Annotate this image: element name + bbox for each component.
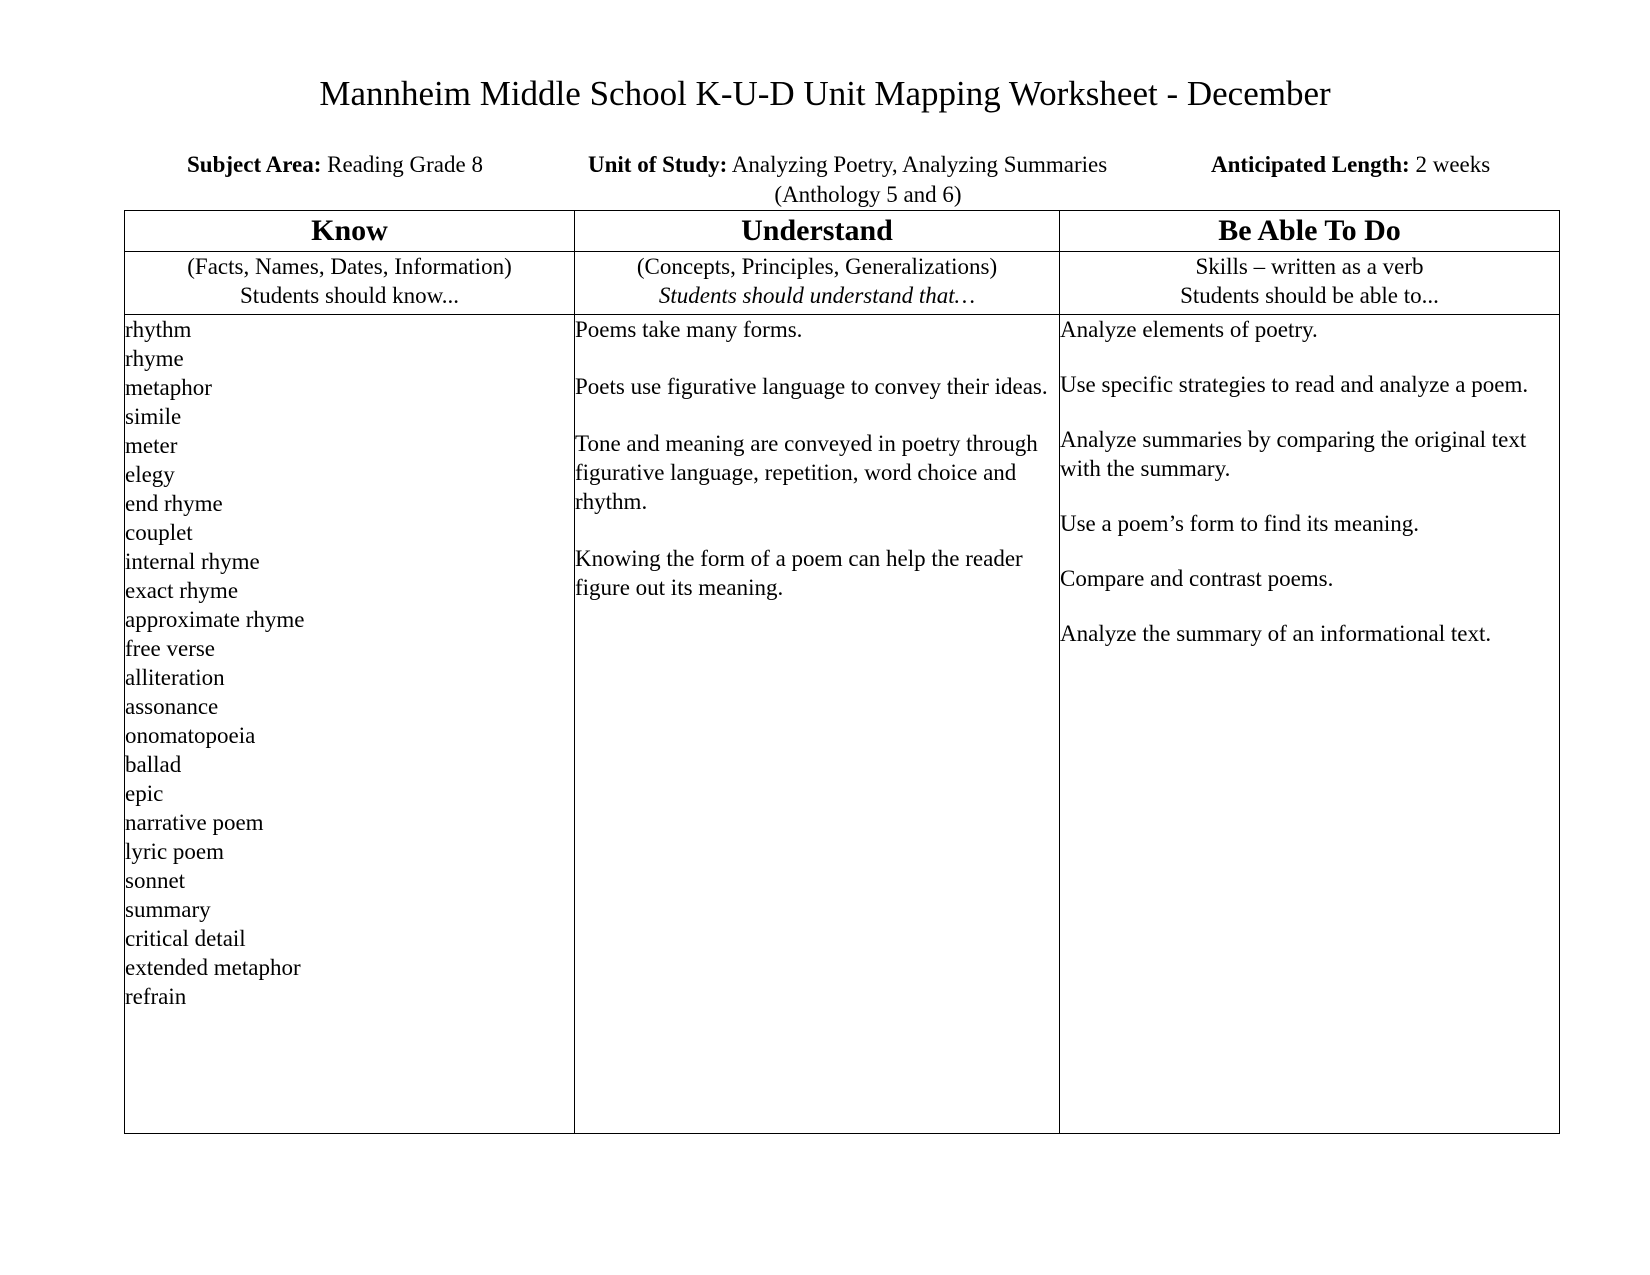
subject-area-value: Reading Grade 8 xyxy=(327,152,483,177)
anticipated-length-label: Anticipated Length: xyxy=(1211,152,1410,177)
able-header: Be Able To Do xyxy=(1060,211,1560,252)
list-item: extended metaphor xyxy=(125,955,301,980)
list-item: meter xyxy=(125,433,178,458)
header-row xyxy=(125,211,1560,252)
list-item: metaphor xyxy=(125,375,212,400)
unit-of-study-label: Unit of Study: xyxy=(588,152,728,177)
list-item: sonnet xyxy=(125,868,186,893)
skill-item: Compare and contrast poems. xyxy=(1060,566,1334,591)
understand-header: Understand xyxy=(575,211,1060,252)
know-header: Know xyxy=(125,211,575,252)
list-item: ballad xyxy=(125,752,182,777)
able-subheader-line2: Students should be able to... xyxy=(1180,283,1439,308)
know-cell xyxy=(125,315,575,1134)
know-subheader-line1: (Facts, Names, Dates, Information) xyxy=(187,254,512,279)
page-title: Mannheim Middle School K-U-D Unit Mapping Worksheet - December xyxy=(319,74,1331,113)
understand-subheader-line2: Students should understand that… xyxy=(658,283,976,308)
list-item: onomatopoeia xyxy=(125,723,256,748)
list-item: rhythm xyxy=(125,317,192,342)
able-subheader xyxy=(1060,252,1560,315)
skill-item: Analyze elements of poetry. xyxy=(1060,317,1318,342)
know-subheader xyxy=(125,252,575,315)
understand-subheader xyxy=(575,252,1060,315)
understanding-item: Poems take many forms. xyxy=(575,317,803,342)
list-item: lyric poem xyxy=(125,839,224,864)
list-item: exact rhyme xyxy=(125,578,239,603)
list-item: simile xyxy=(125,404,182,429)
list-item: elegy xyxy=(125,462,175,487)
list-item: assonance xyxy=(125,694,219,719)
skill-item: Analyze the summary of an informational text. xyxy=(1060,621,1492,646)
list-item: approximate rhyme xyxy=(125,607,305,632)
understanding-item: Tone and meaning are conveyed in poetry through figurative language, repetition, word choice and rhythm. xyxy=(575,431,1038,514)
subject-area-label: Subject Area: xyxy=(187,152,322,177)
anticipated-length-value: 2 weeks xyxy=(1415,152,1491,177)
content-row xyxy=(125,315,1560,1134)
understanding-item: Poets use figurative language to convey their ideas. xyxy=(575,374,1048,399)
skill-item: Use a poem’s form to find its meaning. xyxy=(1060,511,1419,536)
understand-subheader-line1: (Concepts, Principles, Generalizations) xyxy=(636,254,998,279)
kud-table xyxy=(124,210,1560,1134)
able-subheader-line1: Skills – written as a verb xyxy=(1195,254,1424,279)
list-item: summary xyxy=(125,897,211,922)
able-cell xyxy=(1060,315,1560,1134)
list-item: couplet xyxy=(125,520,193,545)
subheader-row xyxy=(125,252,1560,315)
list-item: rhyme xyxy=(125,346,184,371)
list-item: narrative poem xyxy=(125,810,264,835)
list-item: end rhyme xyxy=(125,491,223,516)
list-item: epic xyxy=(125,781,164,806)
list-item: refrain xyxy=(125,984,187,1009)
know-list xyxy=(125,315,574,1011)
unit-of-study-value-line2: (Anthology 5 and 6) xyxy=(774,182,962,207)
anticipated-length xyxy=(1211,151,1490,179)
unit-of-study-value: Analyzing Poetry, Analyzing Summaries xyxy=(731,152,1108,177)
list-item: critical detail xyxy=(125,926,246,951)
unit-of-study xyxy=(588,151,1107,179)
list-item: free verse xyxy=(125,636,216,661)
subject-area xyxy=(187,151,483,179)
understand-cell xyxy=(575,315,1060,1134)
know-subheader-line2: Students should know... xyxy=(240,283,459,308)
understanding-item: Knowing the form of a poem can help the reader figure out its meaning. xyxy=(575,546,1023,600)
skill-item: Use specific strategies to read and analyze a poem. xyxy=(1060,372,1529,397)
skill-item: Analyze summaries by comparing the original text with the summary. xyxy=(1060,427,1527,481)
list-item: alliteration xyxy=(125,665,225,690)
list-item: internal rhyme xyxy=(125,549,260,574)
